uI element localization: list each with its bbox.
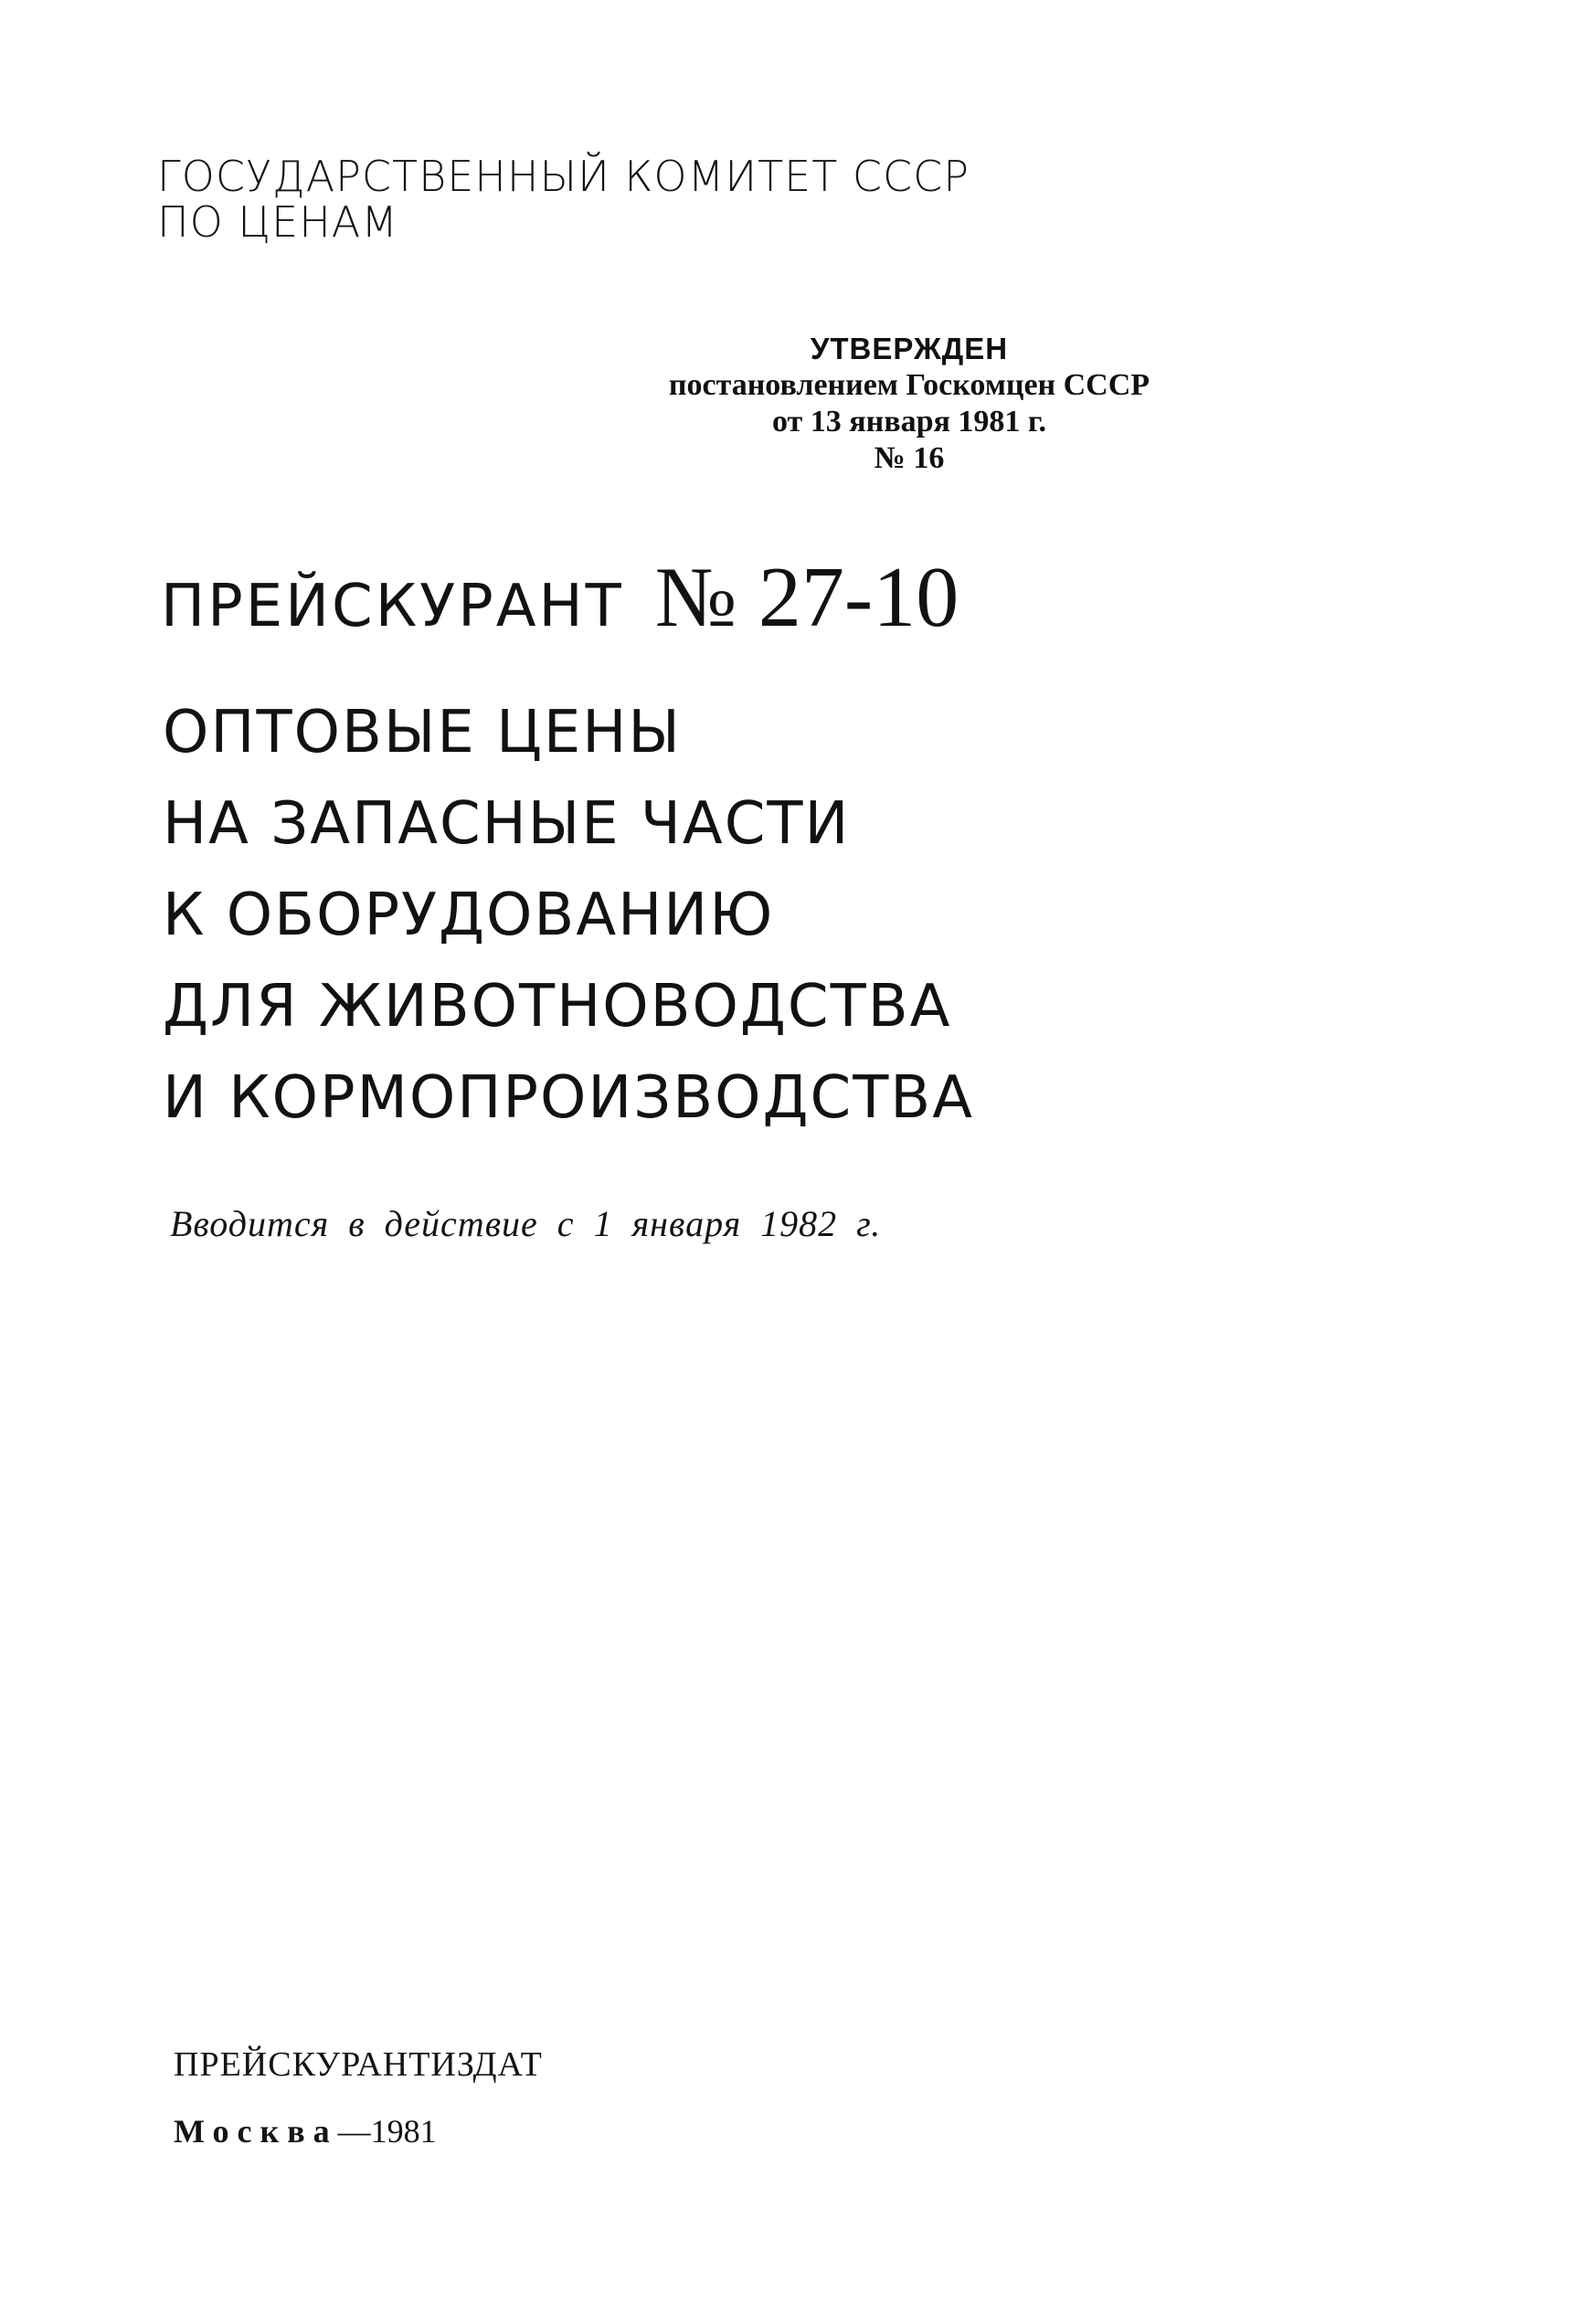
document-title: [163, 687, 974, 1144]
pricelist-heading: [161, 548, 959, 647]
pricelist-number: № 27-10: [654, 550, 959, 645]
title-line-1: ОПТОВЫЕ ЦЕНЫ: [163, 699, 682, 766]
title-line-4: ДЛЯ ЖИВОТНОВОДСТВА: [163, 973, 952, 1041]
approval-resolution: постановлением Госкомцен СССР: [668, 368, 1150, 402]
approval-date: от 13 января 1981 г.: [771, 405, 1046, 438]
publisher-year: —1981: [337, 2113, 437, 2150]
approval-heading: УТВЕРЖДЕН: [810, 332, 1009, 365]
effective-date: Вводится в действие с 1 января 1982 г.: [170, 1203, 882, 1244]
pricelist-word: ПРЕЙСКУРАНТ: [161, 573, 624, 640]
title-line-5: И КОРМОПРОИЗВОДСТВА: [163, 1064, 974, 1132]
issuer-line-1: ГОСУДАРСТВЕННЫЙ КОМИТЕТ СССР: [157, 152, 970, 201]
issuer-line-2: ПО ЦЕНАМ: [157, 197, 398, 247]
publisher-name: ПРЕЙСКУРАНТИЗДАТ: [174, 2045, 543, 2084]
publisher-city: Москва: [174, 2113, 338, 2150]
title-line-3: К ОБОРУДОВАНИЮ: [163, 882, 775, 949]
title-line-2: НА ЗАПАСНЫЕ ЧАСТИ: [163, 790, 851, 858]
approval-block: [631, 331, 1188, 477]
issuer-block: [157, 153, 970, 245]
approval-number: № 16: [874, 441, 945, 475]
publisher-city-year: [174, 2112, 437, 2150]
